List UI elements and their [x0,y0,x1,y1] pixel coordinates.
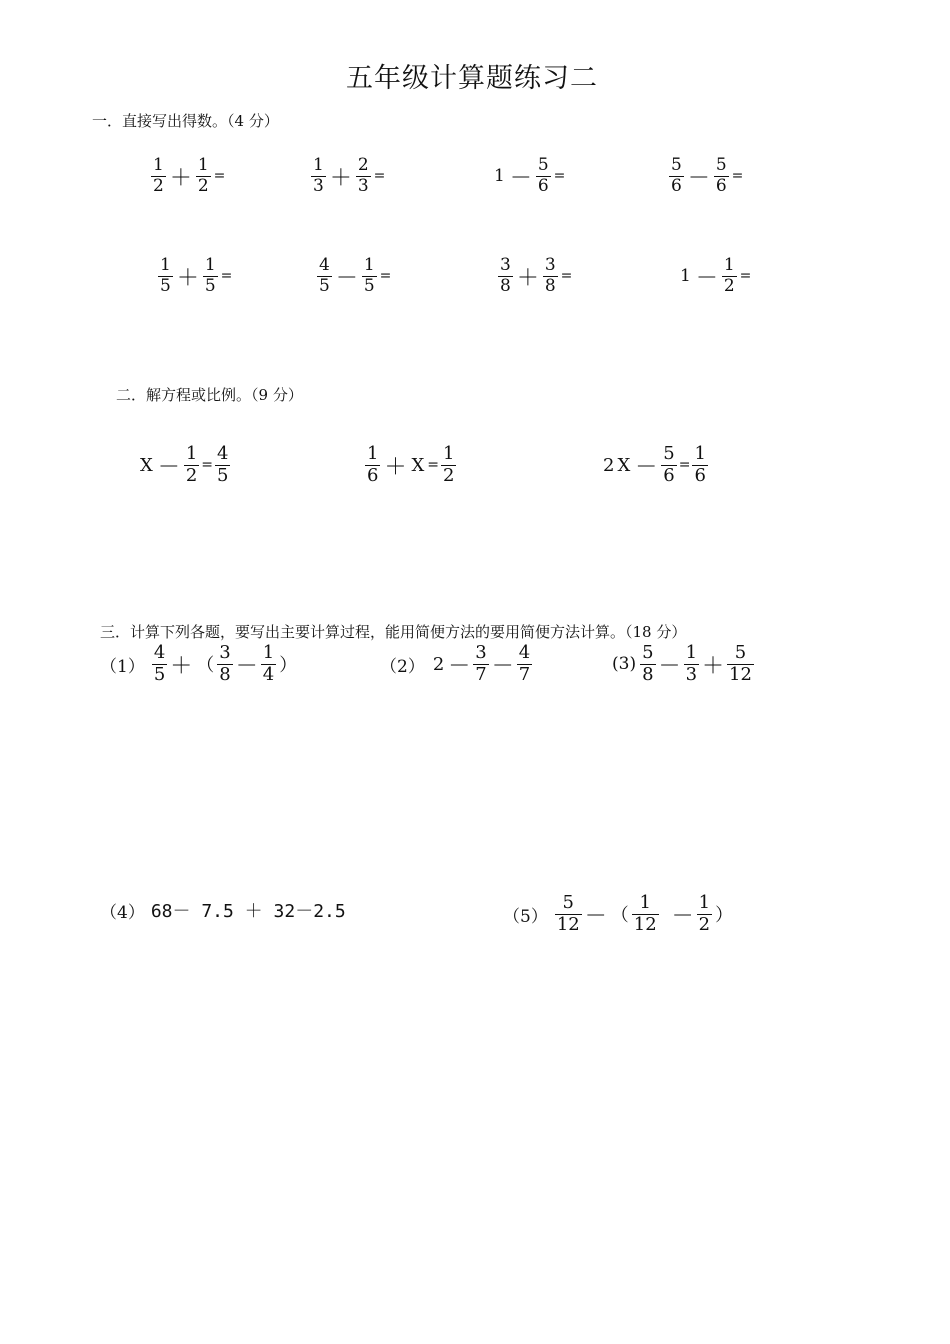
fraction: $\frac{1}{6}$ [694,443,706,486]
quick-problem-1: $\frac{1}{2}$ ＋ $\frac{1}{2}$ = [153,155,226,196]
quick-problem-2: $\frac{1}{3}$ ＋ $\frac{2}{3}$ = [313,155,386,196]
quick-problem-4: $\frac{5}{6}$ － $\frac{5}{6}$ = [671,155,744,196]
quick-problem-5: $\frac{1}{5}$ ＋ $\frac{1}{5}$ = [160,255,233,296]
fraction: $\frac{1}{2}$ [443,443,455,486]
fraction: $\frac{4}{5}$ [319,255,330,296]
quick-problem-8: 1 － $\frac{1}{2}$ = [680,255,752,296]
fraction: $\frac{3}{7}$ [475,642,487,685]
fraction: $\frac{5}{12}$ [556,892,580,935]
fraction: $\frac{1}{2}$ [698,892,711,935]
calc-problem-5: （5） $\frac{5}{12}$ － （ $\frac{1}{12}$ － $\frac{1}{2}$ ） [503,892,734,935]
calc-problem-3: (3) $\frac{5}{8}$ － $\frac{1}{3}$ ＋ $\frac{5}{12}$ [612,642,752,685]
section-2-heading: 二．解方程或比例。（9 分） [116,386,303,404]
fraction: $\frac{1}{3}$ [685,642,698,685]
fraction: $\frac{1}{2}$ [197,155,209,196]
fraction: $\frac{1}{12}$ [633,892,657,935]
fraction: $\frac{1}{6}$ [367,443,379,486]
fraction: $\frac{1}{5}$ [160,255,171,296]
equation-3: 2 X － $\frac{5}{6}$ = $\frac{1}{6}$ [603,443,706,486]
equation-2: $\frac{1}{6}$ ＋ X = $\frac{1}{2}$ [367,443,455,486]
fraction: $\frac{5}{6}$ [537,155,549,196]
fraction: $\frac{5}{6}$ [671,155,682,196]
page-title: 五年级计算题练习二 [346,63,598,94]
section-1-heading: 一．直接写出得数。（4 分） [92,112,279,130]
equation-1: X － $\frac{1}{2}$ = $\frac{4}{5}$ [140,443,229,486]
calc-problem-1: （1） $\frac{4}{5}$ ＋ （ $\frac{3}{8}$ － $\frac{1}{4}$ ） [100,642,298,685]
fraction: $\frac{1}{5}$ [204,255,216,296]
fraction: $\frac{4}{7}$ [518,642,531,685]
fraction: $\frac{1}{4}$ [262,642,275,685]
fraction: $\frac{4}{5}$ [153,642,166,685]
calc-problem-2: （2） 2 － $\frac{3}{7}$ － $\frac{4}{7}$ [380,642,531,685]
fraction: $\frac{1}{2}$ [153,155,164,196]
quick-problem-7: $\frac{3}{8}$ ＋ $\frac{3}{8}$ = [500,255,573,296]
fraction: $\frac{2}{3}$ [357,155,369,196]
calc-problem-4: （4） 68－ 7.5 ＋ 32－2.5 [100,901,346,923]
fraction: $\frac{3}{8}$ [219,642,231,685]
quick-problem-6: $\frac{4}{5}$ － $\frac{1}{5}$ = [319,255,392,296]
fraction: $\frac{5}{6}$ [715,155,727,196]
fraction: $\frac{4}{5}$ [217,443,229,486]
fraction: $\frac{5}{8}$ [642,642,654,685]
section-3-heading: 三．计算下列各题，要写出主要计算过程，能用简便方法的要用简便方法计算。（18 分） [100,623,687,641]
fraction: $\frac{1}{3}$ [313,155,324,196]
fraction: $\frac{1}{2}$ [723,255,735,296]
fraction: $\frac{5}{12}$ [729,642,752,685]
quick-problem-3: 1 － $\frac{5}{6}$ = [494,155,566,196]
fraction: $\frac{1}{5}$ [363,255,375,296]
fraction: $\frac{3}{8}$ [544,255,556,296]
fraction: $\frac{5}{6}$ [663,443,675,486]
fraction: $\frac{3}{8}$ [500,255,511,296]
fraction: $\frac{1}{2}$ [185,443,198,486]
